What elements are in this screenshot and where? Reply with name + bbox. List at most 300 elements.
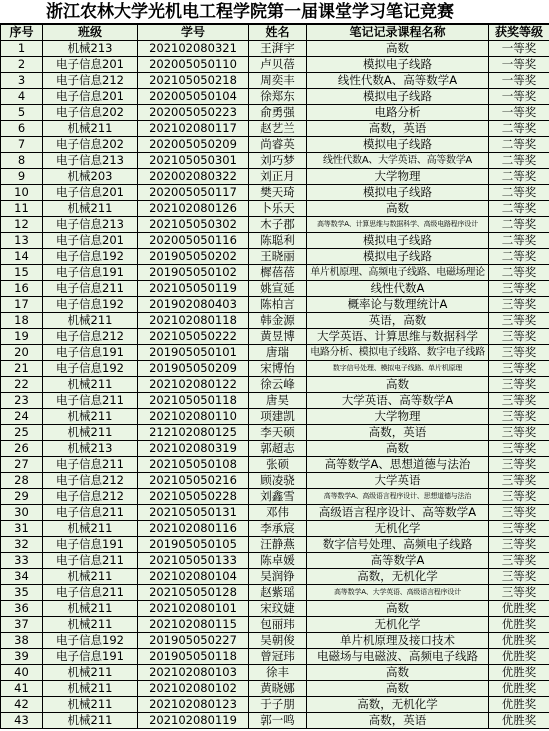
cell-name: 曾冠玮 xyxy=(249,649,307,665)
table-row xyxy=(1,41,549,57)
cell-course: 高数 xyxy=(307,201,489,217)
cell-name: 俞勇强 xyxy=(249,105,307,121)
cell-student-id: 202102080102 xyxy=(138,681,249,697)
cell-index: 39 xyxy=(1,649,43,665)
cell-name: 顾凌骁 xyxy=(249,473,307,489)
table-row xyxy=(1,89,549,105)
cell-award: 优胜奖 xyxy=(489,649,549,665)
cell-award: 三等奖 xyxy=(489,585,549,601)
cell-index: 29 xyxy=(1,489,43,505)
cell-index: 1 xyxy=(1,41,43,57)
cell-student-id: 201905050101 xyxy=(138,345,249,361)
cell-index: 27 xyxy=(1,457,43,473)
cell-name: 郭一鸣 xyxy=(249,713,307,729)
cell-index: 24 xyxy=(1,409,43,425)
cell-student-id: 201905050102 xyxy=(138,265,249,281)
cell-course: 大学英语、高等数学A xyxy=(307,393,489,409)
cell-student-id: 202102080118 xyxy=(138,313,249,329)
cell-index: 22 xyxy=(1,377,43,393)
cell-course: 高等数学A、高级语言程序设计、思想道德与法治 xyxy=(307,489,489,505)
cell-course: 高等数学A、计算思维与数据科学、高级电路程序设计 xyxy=(307,217,489,233)
cell-name: 邓伟 xyxy=(249,505,307,521)
cell-award: 三等奖 xyxy=(489,377,549,393)
cell-award: 三等奖 xyxy=(489,361,549,377)
cell-index: 21 xyxy=(1,361,43,377)
cell-index: 26 xyxy=(1,441,43,457)
cell-student-id: 202102080117 xyxy=(138,121,249,137)
cell-class: 电子信息201 xyxy=(43,185,138,201)
cell-award: 一等奖 xyxy=(489,105,549,121)
cell-index: 20 xyxy=(1,345,43,361)
cell-index: 25 xyxy=(1,425,43,441)
table-row xyxy=(1,57,549,73)
cell-name: 樊天琦 xyxy=(249,185,307,201)
cell-course: 模拟电子线路 xyxy=(307,185,489,201)
cell-index: 2 xyxy=(1,57,43,73)
cell-name: 黄晓娜 xyxy=(249,681,307,697)
table-row xyxy=(1,233,549,249)
table-row xyxy=(1,345,549,361)
cell-class: 机械211 xyxy=(43,377,138,393)
cell-course: 模拟电子线路 xyxy=(307,89,489,105)
table-row xyxy=(1,457,549,473)
cell-student-id: 202105050302 xyxy=(138,217,249,233)
cell-course: 电磁场与电磁波、高频电子线路 xyxy=(307,649,489,665)
cell-course: 高数 xyxy=(307,601,489,617)
cell-award: 三等奖 xyxy=(489,297,549,313)
cell-course: 高数，英语 xyxy=(307,713,489,729)
table-row xyxy=(1,105,549,121)
cell-class: 电子信息211 xyxy=(43,553,138,569)
cell-student-id: 202105050131 xyxy=(138,505,249,521)
cell-class: 电子信息191 xyxy=(43,345,138,361)
cell-name: 宋玟婕 xyxy=(249,601,307,617)
cell-award: 三等奖 xyxy=(489,441,549,457)
cell-index: 40 xyxy=(1,665,43,681)
cell-index: 16 xyxy=(1,281,43,297)
cell-student-id: 201905050209 xyxy=(138,361,249,377)
cell-class: 机械211 xyxy=(43,121,138,137)
cell-course: 无机化学 xyxy=(307,521,489,537)
cell-index: 18 xyxy=(1,313,43,329)
cell-course: 模拟电子线路 xyxy=(307,137,489,153)
cell-award: 优胜奖 xyxy=(489,617,549,633)
table-row xyxy=(1,681,549,697)
table-row xyxy=(1,153,549,169)
cell-course: 电路分析、模拟电子线路、数字电子线路 xyxy=(307,345,489,361)
cell-award: 三等奖 xyxy=(489,505,549,521)
table-row xyxy=(1,713,549,729)
cell-class: 电子信息201 xyxy=(43,89,138,105)
cell-course: 模拟电子线路 xyxy=(307,249,489,265)
cell-student-id: 201905050105 xyxy=(138,537,249,553)
cell-student-id: 202005050104 xyxy=(138,89,249,105)
cell-student-id: 202005050116 xyxy=(138,233,249,249)
cell-name: 黄昱博 xyxy=(249,329,307,345)
cell-class: 电子信息211 xyxy=(43,457,138,473)
cell-index: 42 xyxy=(1,697,43,713)
cell-name: 卜乐天 xyxy=(249,201,307,217)
table-row xyxy=(1,617,549,633)
table-row xyxy=(1,329,549,345)
cell-student-id: 202105050118 xyxy=(138,393,249,409)
table-row xyxy=(1,521,549,537)
cell-student-id: 202102080115 xyxy=(138,617,249,633)
cell-name: 李承宸 xyxy=(249,521,307,537)
cell-name: 王晓丽 xyxy=(249,249,307,265)
cell-award: 三等奖 xyxy=(489,281,549,297)
header-course: 笔记记录课程名称 xyxy=(307,25,489,41)
cell-course: 大学物理 xyxy=(307,409,489,425)
cell-class: 机械211 xyxy=(43,569,138,585)
cell-class: 机械213 xyxy=(43,441,138,457)
cell-award: 三等奖 xyxy=(489,489,549,505)
cell-student-id: 202105050301 xyxy=(138,153,249,169)
table-row xyxy=(1,249,549,265)
cell-class: 电子信息211 xyxy=(43,281,138,297)
cell-award: 优胜奖 xyxy=(489,681,549,697)
table-row xyxy=(1,441,549,457)
cell-class: 电子信息212 xyxy=(43,489,138,505)
cell-course: 高数 xyxy=(307,441,489,457)
cell-course: 线性代数A xyxy=(307,281,489,297)
table-title: 浙江农林大学光机电工程学院第一届课堂学习笔记竞赛 xyxy=(0,0,549,24)
cell-course: 高级语言程序设计、高等数学A xyxy=(307,505,489,521)
cell-class: 电子信息192 xyxy=(43,633,138,649)
cell-course: 概率论与数理统计A xyxy=(307,297,489,313)
cell-student-id: 212102080125 xyxy=(138,425,249,441)
cell-award: 二等奖 xyxy=(489,201,549,217)
cell-course: 线性代数A、高等数学A xyxy=(307,73,489,89)
table-row xyxy=(1,185,549,201)
cell-student-id: 202102080119 xyxy=(138,713,249,729)
cell-course: 数字信号处理、模拟电子线路、单片机原理 xyxy=(307,361,489,377)
cell-name: 周奕丰 xyxy=(249,73,307,89)
header-name: 姓名 xyxy=(249,25,307,41)
cell-student-id: 201902080403 xyxy=(138,297,249,313)
cell-class: 电子信息191 xyxy=(43,649,138,665)
table-row xyxy=(1,537,549,553)
cell-index: 37 xyxy=(1,617,43,633)
cell-index: 36 xyxy=(1,601,43,617)
cell-name: 徐丰 xyxy=(249,665,307,681)
table-row xyxy=(1,553,549,569)
cell-index: 11 xyxy=(1,201,43,217)
cell-name: 王湃宇 xyxy=(249,41,307,57)
cell-award: 一等奖 xyxy=(489,73,549,89)
header-class: 班级 xyxy=(43,25,138,41)
cell-class: 电子信息191 xyxy=(43,537,138,553)
cell-course: 高数 xyxy=(307,41,489,57)
cell-course: 高等数学A、思想道德与法治 xyxy=(307,457,489,473)
cell-award: 二等奖 xyxy=(489,217,549,233)
cell-class: 机械211 xyxy=(43,601,138,617)
cell-index: 32 xyxy=(1,537,43,553)
cell-index: 30 xyxy=(1,505,43,521)
table-row xyxy=(1,377,549,393)
table-row xyxy=(1,169,549,185)
cell-class: 机械211 xyxy=(43,201,138,217)
cell-class: 电子信息201 xyxy=(43,233,138,249)
cell-name: 郭超志 xyxy=(249,441,307,457)
cell-course: 电路分析 xyxy=(307,105,489,121)
cell-index: 3 xyxy=(1,73,43,89)
cell-class: 电子信息191 xyxy=(43,265,138,281)
cell-award: 优胜奖 xyxy=(489,601,549,617)
table-row xyxy=(1,201,549,217)
cell-award: 二等奖 xyxy=(489,169,549,185)
cell-class: 机械211 xyxy=(43,713,138,729)
cell-name: 卢贝蓓 xyxy=(249,57,307,73)
cell-student-id: 202102080319 xyxy=(138,441,249,457)
table-row xyxy=(1,361,549,377)
cell-student-id: 202102080122 xyxy=(138,377,249,393)
cell-award: 二等奖 xyxy=(489,185,549,201)
cell-course: 线性代数A、大学英语、高等数学A xyxy=(307,153,489,169)
cell-course: 高数 xyxy=(307,377,489,393)
cell-class: 电子信息212 xyxy=(43,73,138,89)
cell-student-id: 202102080101 xyxy=(138,601,249,617)
cell-award: 三等奖 xyxy=(489,329,549,345)
cell-award: 二等奖 xyxy=(489,137,549,153)
cell-student-id: 202105050228 xyxy=(138,489,249,505)
cell-index: 41 xyxy=(1,681,43,697)
cell-student-id: 202005050117 xyxy=(138,185,249,201)
cell-index: 7 xyxy=(1,137,43,153)
table-row xyxy=(1,297,549,313)
cell-name: 赵紫瑶 xyxy=(249,585,307,601)
table-row xyxy=(1,217,549,233)
cell-name: 张硕 xyxy=(249,457,307,473)
cell-course: 高数，无机化学 xyxy=(307,697,489,713)
table-row xyxy=(1,425,549,441)
cell-award: 优胜奖 xyxy=(489,633,549,649)
cell-class: 电子信息202 xyxy=(43,105,138,121)
cell-award: 三等奖 xyxy=(489,553,549,569)
cell-award: 三等奖 xyxy=(489,537,549,553)
cell-student-id: 202105050108 xyxy=(138,457,249,473)
cell-name: 汪静燕 xyxy=(249,537,307,553)
cell-class: 机械211 xyxy=(43,617,138,633)
table-row xyxy=(1,73,549,89)
cell-name: 木子郡 xyxy=(249,217,307,233)
cell-class: 机械211 xyxy=(43,313,138,329)
cell-name: 赵艺兰 xyxy=(249,121,307,137)
cell-award: 一等奖 xyxy=(489,57,549,73)
table-row xyxy=(1,489,549,505)
cell-student-id: 202105050119 xyxy=(138,281,249,297)
cell-class: 电子信息212 xyxy=(43,473,138,489)
cell-course: 高数，无机化学 xyxy=(307,569,489,585)
cell-award: 三等奖 xyxy=(489,569,549,585)
cell-name: 徐郑东 xyxy=(249,89,307,105)
cell-index: 17 xyxy=(1,297,43,313)
cell-award: 三等奖 xyxy=(489,393,549,409)
cell-class: 电子信息192 xyxy=(43,361,138,377)
cell-name: 韩金源 xyxy=(249,313,307,329)
cell-class: 机械211 xyxy=(43,681,138,697)
cell-class: 机械213 xyxy=(43,41,138,57)
cell-student-id: 202105050216 xyxy=(138,473,249,489)
cell-award: 二等奖 xyxy=(489,265,549,281)
cell-name: 陈聪利 xyxy=(249,233,307,249)
cell-name: 唐瑞 xyxy=(249,345,307,361)
cell-index: 34 xyxy=(1,569,43,585)
cell-course: 高数 xyxy=(307,665,489,681)
cell-class: 电子信息211 xyxy=(43,585,138,601)
cell-student-id: 202105050218 xyxy=(138,73,249,89)
cell-course: 单片机原理及接口技术 xyxy=(307,633,489,649)
cell-class: 机械211 xyxy=(43,425,138,441)
header-row xyxy=(1,25,549,41)
table-row xyxy=(1,633,549,649)
cell-index: 38 xyxy=(1,633,43,649)
cell-course: 高数，英语 xyxy=(307,121,489,137)
cell-award: 三等奖 xyxy=(489,473,549,489)
cell-award: 三等奖 xyxy=(489,521,549,537)
cell-student-id: 202102080116 xyxy=(138,521,249,537)
cell-name: 樨蓓蓓 xyxy=(249,265,307,281)
cell-class: 机械211 xyxy=(43,409,138,425)
cell-student-id: 201905050227 xyxy=(138,633,249,649)
cell-class: 电子信息211 xyxy=(43,505,138,521)
cell-class: 机械211 xyxy=(43,665,138,681)
header-award: 获奖等级 xyxy=(489,25,549,41)
cell-award: 三等奖 xyxy=(489,345,549,361)
table-row xyxy=(1,121,549,137)
cell-class: 机械211 xyxy=(43,521,138,537)
cell-class: 电子信息202 xyxy=(43,137,138,153)
cell-index: 33 xyxy=(1,553,43,569)
header-student-id: 学号 xyxy=(138,25,249,41)
table-row xyxy=(1,665,549,681)
cell-index: 4 xyxy=(1,89,43,105)
table-row xyxy=(1,601,549,617)
cell-student-id: 202102080103 xyxy=(138,665,249,681)
cell-course: 高数，英语 xyxy=(307,425,489,441)
cell-index: 19 xyxy=(1,329,43,345)
cell-student-id: 202002080322 xyxy=(138,169,249,185)
cell-index: 6 xyxy=(1,121,43,137)
table-row xyxy=(1,281,549,297)
cell-course: 数字信号处理、高频电子线路 xyxy=(307,537,489,553)
cell-name: 吴朝俊 xyxy=(249,633,307,649)
cell-student-id: 202005050110 xyxy=(138,57,249,73)
header-index: 序号 xyxy=(1,25,43,41)
cell-name: 陈卓媛 xyxy=(249,553,307,569)
cell-class: 机械211 xyxy=(43,697,138,713)
table-row xyxy=(1,569,549,585)
cell-name: 包丽玮 xyxy=(249,617,307,633)
awards-table xyxy=(0,24,549,729)
cell-index: 28 xyxy=(1,473,43,489)
cell-student-id: 201905050202 xyxy=(138,249,249,265)
cell-class: 电子信息192 xyxy=(43,249,138,265)
cell-index: 15 xyxy=(1,265,43,281)
cell-name: 于子朋 xyxy=(249,697,307,713)
cell-course: 大学英语 xyxy=(307,473,489,489)
cell-class: 电子信息201 xyxy=(43,57,138,73)
cell-class: 电子信息213 xyxy=(43,153,138,169)
cell-award: 一等奖 xyxy=(489,41,549,57)
cell-index: 23 xyxy=(1,393,43,409)
cell-award: 一等奖 xyxy=(489,89,549,105)
cell-course: 高数 xyxy=(307,681,489,697)
cell-student-id: 202102080110 xyxy=(138,409,249,425)
table-row xyxy=(1,585,549,601)
cell-index: 13 xyxy=(1,233,43,249)
cell-award: 三等奖 xyxy=(489,425,549,441)
cell-student-id: 202102080126 xyxy=(138,201,249,217)
cell-index: 31 xyxy=(1,521,43,537)
cell-award: 三等奖 xyxy=(489,313,549,329)
cell-award: 二等奖 xyxy=(489,233,549,249)
cell-student-id: 201905050118 xyxy=(138,649,249,665)
cell-class: 电子信息211 xyxy=(43,393,138,409)
table-row xyxy=(1,473,549,489)
cell-student-id: 202005050209 xyxy=(138,137,249,153)
cell-name: 刘巧梦 xyxy=(249,153,307,169)
cell-award: 三等奖 xyxy=(489,457,549,473)
cell-index: 8 xyxy=(1,153,43,169)
table-row xyxy=(1,137,549,153)
cell-course: 无机化学 xyxy=(307,617,489,633)
cell-name: 陈柏言 xyxy=(249,297,307,313)
table-row xyxy=(1,505,549,521)
cell-student-id: 202102080321 xyxy=(138,41,249,57)
cell-award: 二等奖 xyxy=(489,121,549,137)
cell-index: 35 xyxy=(1,585,43,601)
table-row xyxy=(1,649,549,665)
cell-award: 二等奖 xyxy=(489,249,549,265)
cell-index: 5 xyxy=(1,105,43,121)
cell-course: 单片机原理、高频电子线路、电磁场理论 xyxy=(307,265,489,281)
table-row xyxy=(1,265,549,281)
cell-index: 10 xyxy=(1,185,43,201)
cell-student-id: 202105050222 xyxy=(138,329,249,345)
cell-student-id: 202102080104 xyxy=(138,569,249,585)
cell-name: 宋博怡 xyxy=(249,361,307,377)
cell-class: 电子信息212 xyxy=(43,329,138,345)
cell-name: 尚睿英 xyxy=(249,137,307,153)
cell-award: 优胜奖 xyxy=(489,697,549,713)
cell-name: 徐云峰 xyxy=(249,377,307,393)
cell-course: 大学英语、计算思维与数据科学 xyxy=(307,329,489,345)
cell-index: 12 xyxy=(1,217,43,233)
cell-student-id: 202005050223 xyxy=(138,105,249,121)
cell-class: 电子信息213 xyxy=(43,217,138,233)
cell-award: 优胜奖 xyxy=(489,713,549,729)
cell-index: 9 xyxy=(1,169,43,185)
cell-index: 43 xyxy=(1,713,43,729)
cell-course: 模拟电子线路 xyxy=(307,233,489,249)
table-row xyxy=(1,393,549,409)
cell-student-id: 202105050133 xyxy=(138,553,249,569)
cell-name: 项建凯 xyxy=(249,409,307,425)
table-row xyxy=(1,409,549,425)
cell-name: 姚宣延 xyxy=(249,281,307,297)
cell-award: 三等奖 xyxy=(489,409,549,425)
cell-course: 高等数学A xyxy=(307,553,489,569)
cell-award: 二等奖 xyxy=(489,153,549,169)
cell-name: 刘鑫雪 xyxy=(249,489,307,505)
cell-class: 机械203 xyxy=(43,169,138,185)
table-row xyxy=(1,697,549,713)
cell-index: 14 xyxy=(1,249,43,265)
cell-course: 模拟电子线路 xyxy=(307,57,489,73)
cell-name: 李天硕 xyxy=(249,425,307,441)
cell-name: 唐昊 xyxy=(249,393,307,409)
